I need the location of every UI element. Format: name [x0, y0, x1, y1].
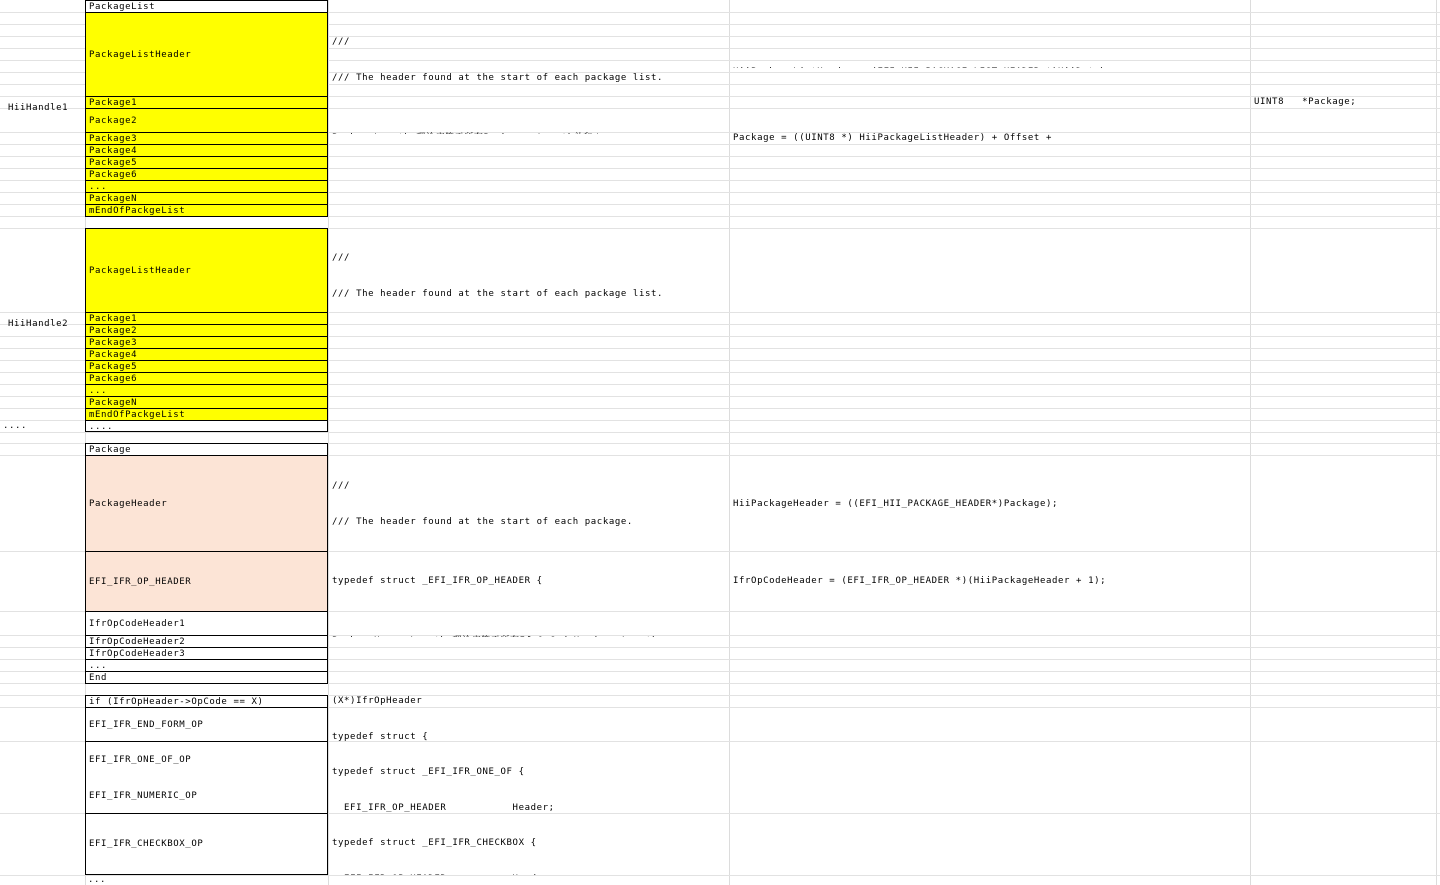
- package-item: mEndOfPackgeList: [85, 408, 328, 421]
- next-package-expr: [730, 108, 1250, 146]
- ifr-op-header-struct: [329, 551, 729, 612]
- code-line: /// The header found at the start of each package list.: [332, 289, 664, 299]
- package-item: PackageN: [85, 192, 328, 205]
- package-title: Package: [85, 443, 328, 456]
- package-length-note: [329, 108, 729, 134]
- package-item: Package4: [85, 144, 328, 157]
- code-line: ///: [332, 37, 351, 47]
- code-line: typedef struct _EFI_IFR_ONE_OF {: [332, 767, 525, 777]
- ifr-opcode-item: ...: [85, 659, 328, 672]
- end-form-struct: [329, 707, 729, 743]
- package-item: Package5: [85, 156, 328, 169]
- hii-handle-1-label: HiiHandle1: [8, 103, 69, 113]
- one-of-struct: [329, 742, 729, 814]
- checkbox-op: EFI_IFR_CHECKBOX_OP: [85, 813, 328, 875]
- note-line: [332, 635, 729, 637]
- ifr-opcode-item: IfrOpCodeHeader1: [85, 611, 328, 636]
- package-item: Package5: [85, 360, 328, 373]
- one-of-numeric-op: [85, 741, 328, 814]
- more-ops: ...: [88, 875, 107, 885]
- checkbox-struct: [329, 813, 729, 875]
- code-line: EFI_IFR_OP_HEADER Header;: [332, 803, 555, 813]
- opcode-condition: if (IfrOpHeader->OpCode == X): [85, 695, 328, 708]
- package-pointer-decl: UINT8 *Package;: [1254, 97, 1357, 107]
- code-line: typedef struct {: [332, 732, 429, 742]
- package-list-header: PackageListHeader: [85, 228, 328, 313]
- code-line: typedef struct _EFI_IFR_CHECKBOX {: [332, 838, 537, 848]
- expr-line: Package = ((UINT8 *) HiiPackageListHeader) + Offset +: [733, 133, 1052, 143]
- package-item: Package3: [85, 132, 328, 145]
- package-item: Package2: [85, 324, 328, 337]
- ifr-op-header: EFI_IFR_OP_HEADER: [85, 551, 328, 612]
- package-header-length-note: [329, 611, 729, 637]
- op-line: EFI_IFR_NUMERIC_OP: [89, 790, 198, 801]
- package-item: Package1: [85, 96, 328, 109]
- expr-line: [733, 66, 1250, 68]
- ifr-opcode-item: End: [85, 671, 328, 684]
- package-list-more: ....: [85, 420, 328, 432]
- code-line: ///: [332, 253, 351, 263]
- package-item: Package1: [85, 312, 328, 325]
- package-item: Package6: [85, 168, 328, 181]
- package-list-header-struct-2: [329, 228, 729, 314]
- package-list-header: PackageListHeader: [85, 12, 328, 97]
- code-line: typedef struct _EFI_IFR_OP_HEADER {: [332, 576, 543, 586]
- code-line: /// The header found at the start of each package list.: [332, 73, 664, 83]
- hii-handle-2-label: HiiHandle2: [8, 319, 69, 329]
- hii-database-expr: [730, 42, 1250, 68]
- ifr-opcode-item: IfrOpCodeHeader2: [85, 635, 328, 648]
- note-line: [332, 132, 729, 134]
- opcode-cast: (X*)IfrOpHeader: [332, 696, 423, 706]
- op-line: EFI_IFR_ONE_OF_OP: [89, 754, 192, 765]
- end-form-op: EFI_IFR_END_FORM_OP: [85, 707, 328, 742]
- ifr-opcode-item: IfrOpCodeHeader3: [85, 647, 328, 660]
- row-line: [0, 432, 1440, 433]
- code-line: [332, 873, 729, 875]
- code-line: /// The header found at the start of each package.: [332, 517, 633, 527]
- ifr-opcode-header-expr: IfrOpCodeHeader = (EFI_IFR_OP_HEADER *)(HiiPackageHeader + 1);: [733, 576, 1107, 586]
- package-item: Package6: [85, 372, 328, 385]
- package-item: Package3: [85, 336, 328, 349]
- package-item: Package4: [85, 348, 328, 361]
- more-handles-label: ....: [3, 421, 28, 431]
- package-item: mEndOfPackgeList: [85, 204, 328, 217]
- package-item: PackageN: [85, 396, 328, 409]
- package-header-struct: [329, 456, 729, 552]
- hii-package-header-expr: HiiPackageHeader = ((EFI_HII_PACKAGE_HEADER*)Package);: [733, 499, 1058, 509]
- package-item: ...: [85, 384, 328, 397]
- package-item: Package2: [85, 108, 328, 133]
- package-list-header-struct-1: [329, 12, 729, 98]
- package-header: PackageHeader: [85, 455, 328, 552]
- package-item: ...: [85, 180, 328, 193]
- code-line: ///: [332, 481, 351, 491]
- package-offset-expr: [730, 96, 1250, 108]
- package-list-title: PackageList: [85, 0, 328, 13]
